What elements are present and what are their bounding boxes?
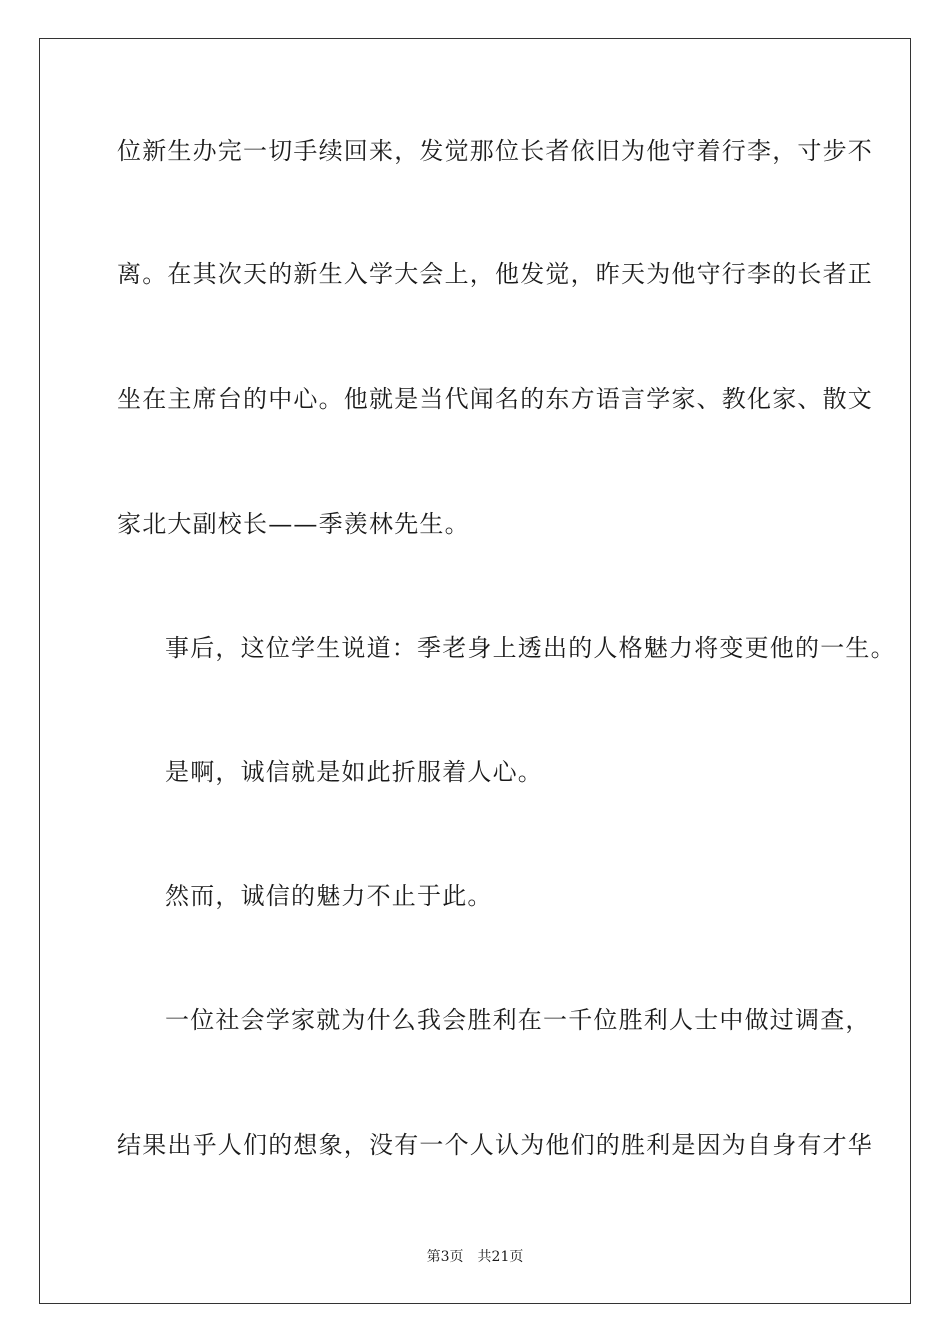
page-footer (0, 1248, 950, 1266)
text-line: 家北大副校长——季羡林先生。 (117, 510, 470, 538)
text-line: 位新生办完一切手续回来，发觉那位长者依旧为他守着行李，寸步不 (117, 137, 873, 165)
text-line: 是啊，诚信就是如此折服着人心。 (165, 758, 543, 786)
text-line: 坐在主席台的中心。他就是当代闻名的东方语言学家、教化家、散文 (117, 385, 873, 413)
text-line: 然而，诚信的魅力不止于此。 (165, 882, 493, 910)
page-number: 第3页 (426, 1249, 464, 1265)
text-line: 结果出乎人们的想象，没有一个人认为他们的胜利是因为自身有才华 (117, 1131, 873, 1159)
page-frame (39, 38, 911, 1304)
text-line: 事后，这位学生说道：季老身上透出的人格魅力将变更他的一生。 (165, 634, 896, 662)
text-line: 一位社会学家就为什么我会胜利在一千位胜利人士中做过调查， (165, 1006, 871, 1034)
page-total: 共21页 (477, 1249, 524, 1265)
text-line: 离。在其次天的新生入学大会上，他发觉，昨天为他守行李的长者正 (117, 260, 873, 288)
